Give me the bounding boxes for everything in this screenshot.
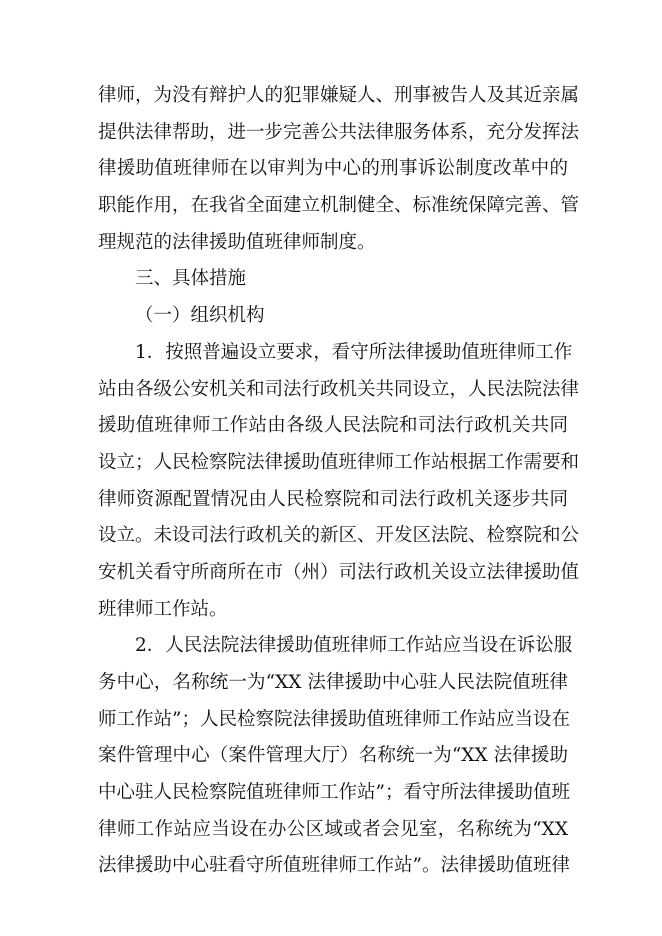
text-line: 法律援助中心驻看守所值班律师工作站”。法律援助值班律 [98, 855, 570, 877]
text-line: 设立。未设司法行政机关的新区、开发区法院、检察院和公 [98, 525, 580, 547]
text-line: 站由各级公安机关和司法行政机关共同设立，人民法院法律 [98, 378, 580, 400]
text-line: 安机关看守所商所在市（州）司法行政机关设立法律援助值 [98, 561, 580, 583]
subsection-heading-text: （一）组织机构 [135, 305, 265, 327]
text-line: 案件管理中心（案件管理大厅）名称统一为“XX 法律援助 [98, 745, 568, 767]
text-line: 师工作站”；人民检察院法律援助值班律师工作站应当设在 [98, 708, 570, 730]
text-line: 律师工作站应当设在办公区域或者会见室，名称统为“XX [98, 818, 568, 840]
subsection-heading [98, 298, 568, 335]
paragraph-item-2 [98, 628, 573, 885]
text-line: 律援助值班律师在以审判为中心的刑事诉讼制度改革中的 [98, 158, 568, 180]
text-line: 2．人民法院法律援助值班律师工作站应当设在诉讼服 [135, 635, 573, 657]
text-line: 援助值班律师工作站由各级人民法院和司法行政机关共同 [98, 415, 568, 437]
text-line: 务中心，名称统一为“XX 法律援助中心驻人民法院值班律 [98, 672, 568, 693]
document-page [98, 78, 580, 885]
text-line: 职能作用，在我省全面建立机制健全、标准统保障完善、管 [98, 195, 580, 217]
text-line: 提供法律帮助，进一步完善公共法律服务体系，充分发挥法 [98, 121, 580, 143]
section-heading [98, 261, 568, 298]
paragraph-continuation [98, 78, 580, 261]
text-line: 理规范的法律援助值班律师制度。 [98, 231, 376, 253]
text-line: 设立；人民检察院法律援助值班律师工作站根据工作需要和 [98, 451, 580, 473]
text-line: 班律师工作站。 [98, 598, 228, 620]
section-heading-text: 三、具体措施 [135, 268, 247, 290]
text-line: 律师，为没有辩护人的犯罪嫌疑人、刑事被告人及其近亲属 [98, 85, 580, 106]
text-line: 中心驻人民检察院值班律师工作站”；看守所法律援助值班 [98, 782, 570, 804]
text-line: 律师资源配置情况由人民检察院和司法行政机关逐步共同 [98, 488, 568, 510]
paragraph-item-1 [98, 335, 580, 629]
text-line: 1．按照普遍设立要求，看守所法律援助值班律师工作 [135, 341, 573, 363]
